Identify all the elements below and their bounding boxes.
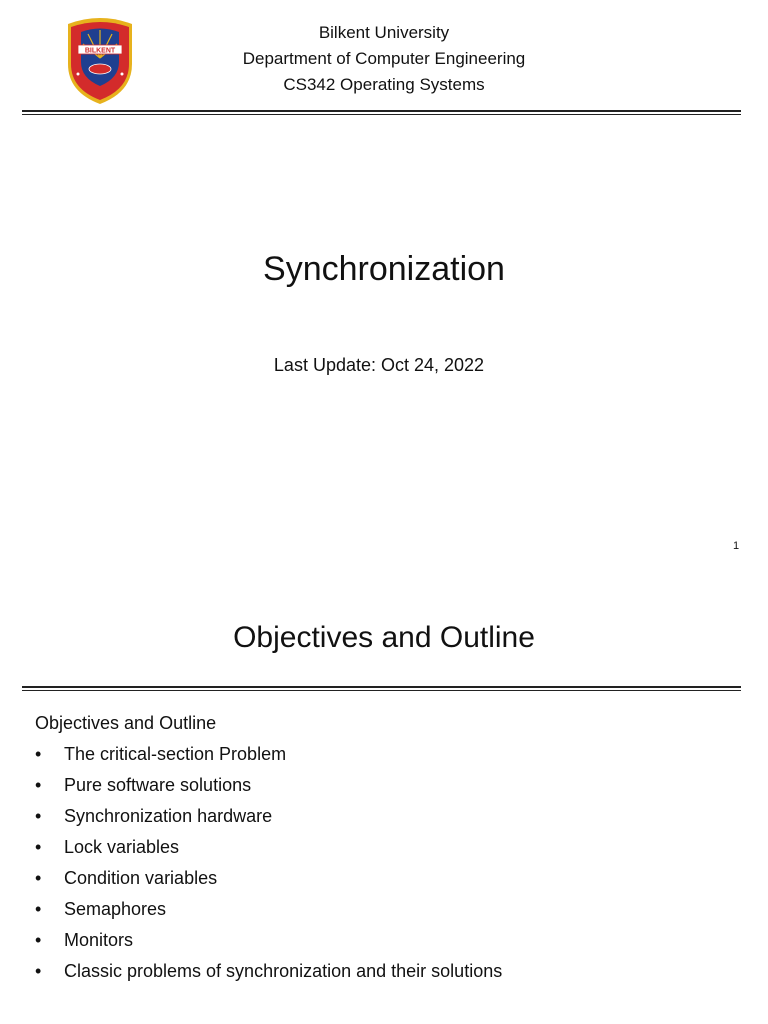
list-item: • The critical-section Problem	[35, 741, 502, 772]
list-item: • Monitors	[35, 927, 502, 958]
outline-bullet-list	[35, 741, 502, 989]
page-number: 1	[733, 540, 740, 552]
list-item: • Condition variables	[35, 865, 502, 896]
university-name: Bilkent University	[318, 23, 450, 42]
list-item: • Semaphores	[35, 896, 502, 927]
bullet-icon: •	[35, 775, 42, 795]
bullet-icon: •	[35, 806, 42, 826]
list-item: • Lock variables	[35, 834, 502, 865]
bullet-icon: •	[35, 961, 42, 981]
last-update-text: Last Update: Oct 24, 2022	[273, 355, 485, 375]
bullet-icon: •	[35, 744, 42, 764]
svg-text:BILKENT: BILKENT	[84, 47, 116, 55]
outline-slide-title: Objectives and Outline	[233, 621, 535, 654]
list-item: • Pure software solutions	[35, 772, 502, 803]
slide-title: Synchronization	[263, 250, 505, 288]
header-divider	[22, 110, 741, 115]
course-name: CS342 Operating Systems	[283, 75, 485, 94]
list-item: • Classic problems of synchronization and their solutions	[35, 958, 502, 989]
bullet-icon: •	[35, 868, 42, 888]
list-item: • Synchronization hardware	[35, 803, 502, 834]
bullet-icon: •	[35, 930, 42, 950]
outline-divider	[22, 686, 741, 691]
bullet-icon: •	[35, 837, 42, 857]
slide-header	[0, 20, 768, 98]
outline-intro: Objectives and Outline	[35, 713, 217, 733]
bullet-icon: •	[35, 899, 42, 919]
department-name: Department of Computer Engineering	[242, 49, 526, 68]
